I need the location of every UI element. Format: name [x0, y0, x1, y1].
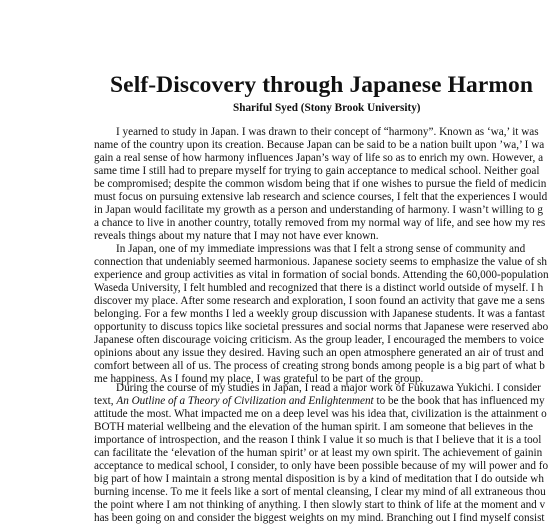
text-line: can facilitate the ‘elevation of the human spirit’ or at least my own spirit. The achievement of gainin [94, 447, 543, 459]
text-line: comfort between all of us. The process of creating strong bonds among people is a big part of what b [94, 360, 545, 372]
text-line: opportunity to discuss topics like societal pressures and social norms that Japanese were reserved abo [94, 321, 549, 333]
document-title: Self-Discovery through Japanese Harmon [110, 72, 534, 98]
text-line: Japanese often discourage voicing criticism. As the group leader, I encouraged the members to voice [94, 334, 545, 346]
text-line: In Japan, one of my immediate impressions was that I felt a strong sense of community and [116, 243, 526, 255]
text-line: burning incense. To me it feels like a sort of mental cleansing, I clear my mind of all extraneous thou [94, 486, 546, 498]
text-line: same time I still had to prepare myself for trying to gain acceptance to medical school. Neither goal [94, 165, 540, 177]
text-line: name of the country upon its creation. Because Japan can be said to be a nation built upon ’wa,’ I wa [94, 139, 545, 151]
text-line: importance of introspection, and the reason I think I value it so much is that I believe that it is a tool [94, 434, 542, 446]
text-line: opinions about any issue they desired. Having such an open atmosphere generated an air of trust and [94, 347, 544, 359]
text-line: reveals things about my nature that I may not have ever known. [94, 230, 379, 242]
text-line: in Japan would facilitate my growth as a person and understanding of harmony. I wasn’t willing to g [94, 204, 543, 216]
text-line: During the course of my studies in Japan, I read a major work of Fukuzawa Yukichi. I consider [116, 382, 541, 394]
text-line: attitude the most. What impacted me on a deep level was his idea that, civilization is the attainment o [94, 408, 547, 420]
text-line: I yearned to study in Japan. I was drawn to their concept of “harmony”. Known as ‘wa,’ it was [116, 126, 539, 138]
document-author: Shariful Syed (Stony Brook University) [233, 102, 421, 114]
text-line-start: text, [94, 395, 117, 407]
text-line: BOTH material wellbeing and the elevation of the human spirit. I am someone that believes in the [94, 421, 533, 433]
book-title: An Outline of a Theory of Civilization and Enlightenment [116, 395, 374, 407]
text-line: acceptance to medical school, I consider, to only have been possible because of my will power and fo [94, 460, 549, 472]
text-line: be compromised; despite the common wisdom being that if one wishes to pursue the field of medicin [94, 178, 547, 190]
text-line: must focus on pursuing extensive lab research and science courses, I felt that the experiences I would [94, 191, 548, 203]
text-line: connection that undeniably seemed harmonious. Japanese society seems to emphasize the value of sh [94, 256, 547, 268]
text-line: has been going on and consider the biggest weights on my mind. Branching out I find myself consist [94, 512, 545, 524]
text-line: big part of how I maintain a strong mental disposition is by a kind of meditation that I do outside wh [94, 473, 544, 485]
text-line: gain a real sense of how harmony influences Japan’s way of life so as to enrich my own. However, a [94, 152, 544, 164]
text-line: discover my place. After some research and exploration, I soon found an activity that gave me a sens [94, 295, 545, 307]
text-line-end: to be the book that has influenced my [373, 395, 545, 407]
text-line: me happiness. As I found my place, I was grateful to be part of the group. [94, 373, 424, 385]
text-line: experience and group activities as vital in formation of social bonds. Attending the 60,000-population [94, 269, 549, 281]
text-line: belonging. For a few months I led a weekly group discussion with Japanese students. It was a fantast [94, 308, 545, 320]
text-line: a chance to live in another country, totally removed from my normal way of life, and see how my res [94, 217, 546, 229]
text-line [94, 395, 545, 408]
text-line: the point where I am not thinking of anything. I then slowly start to think of life at the moment and v [94, 499, 546, 511]
text-line: Waseda University, I felt humbled and recognized that there is a distinct world outside of myself. I h [94, 282, 544, 294]
